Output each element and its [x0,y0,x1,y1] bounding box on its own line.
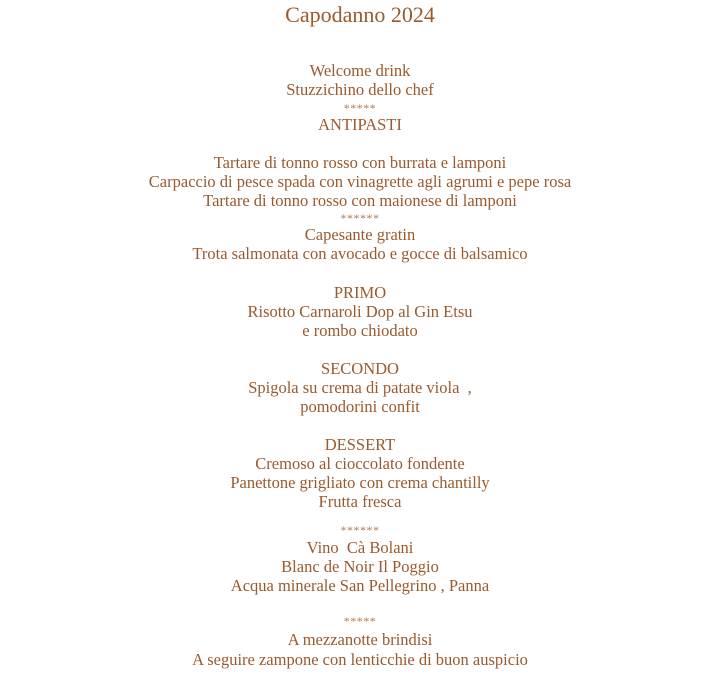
hot-starter-item: Trota salmonata con avocado e gocce di balsamico [192,244,528,263]
antipasti-item: Tartare di tonno rosso con burrata e lamponi [213,153,507,172]
antipasti-item: Carpaccio di pesce spada con vinagrette agli agrumi e pepe rosa [148,172,572,191]
dessert-item: Frutta fresca [318,492,402,511]
secondo-item: pomodorini confit [300,397,420,416]
dessert-item: Panettone grigliato con crema chantilly [230,473,490,492]
drink-item: Vino Cà Bolani [306,538,414,557]
hot-starter-item: Capesante gratin [304,225,416,244]
drink-item: Acqua minerale San Pellegrino , Panna [230,576,490,595]
antipasti-item: Tartare di tonno rosso con maionese di lamponi [203,191,517,210]
separator: ****** [340,523,380,537]
separator: ***** [343,101,377,115]
primo-item: e rombo chiodato [302,321,418,340]
section-heading-secondo: SECONDO [321,359,399,378]
menu-title: Capodanno 2024 [285,2,435,27]
secondo-item: Spigola su crema di patate viola , [248,378,472,397]
drink-item: Blanc de Noir Il Poggio [281,557,439,576]
separator: ****** [340,211,380,225]
section-heading-primo: PRIMO [333,283,387,302]
section-heading-dessert: DESSERT [324,435,396,454]
dessert-item: Cremoso al cioccolato fondente [255,454,465,473]
midnight-item: A mezzanotte brindisi [287,630,433,649]
separator: ***** [343,614,377,628]
primo-item: Risotto Carnaroli Dop al Gin Etsu [247,302,473,321]
welcome-item: Welcome drink [309,61,411,80]
midnight-item: A seguire zampone con lenticchie di buon auspicio [192,650,528,669]
welcome-item: Stuzzichino dello chef [286,80,434,99]
section-heading-antipasti: ANTIPASTI [318,115,402,134]
